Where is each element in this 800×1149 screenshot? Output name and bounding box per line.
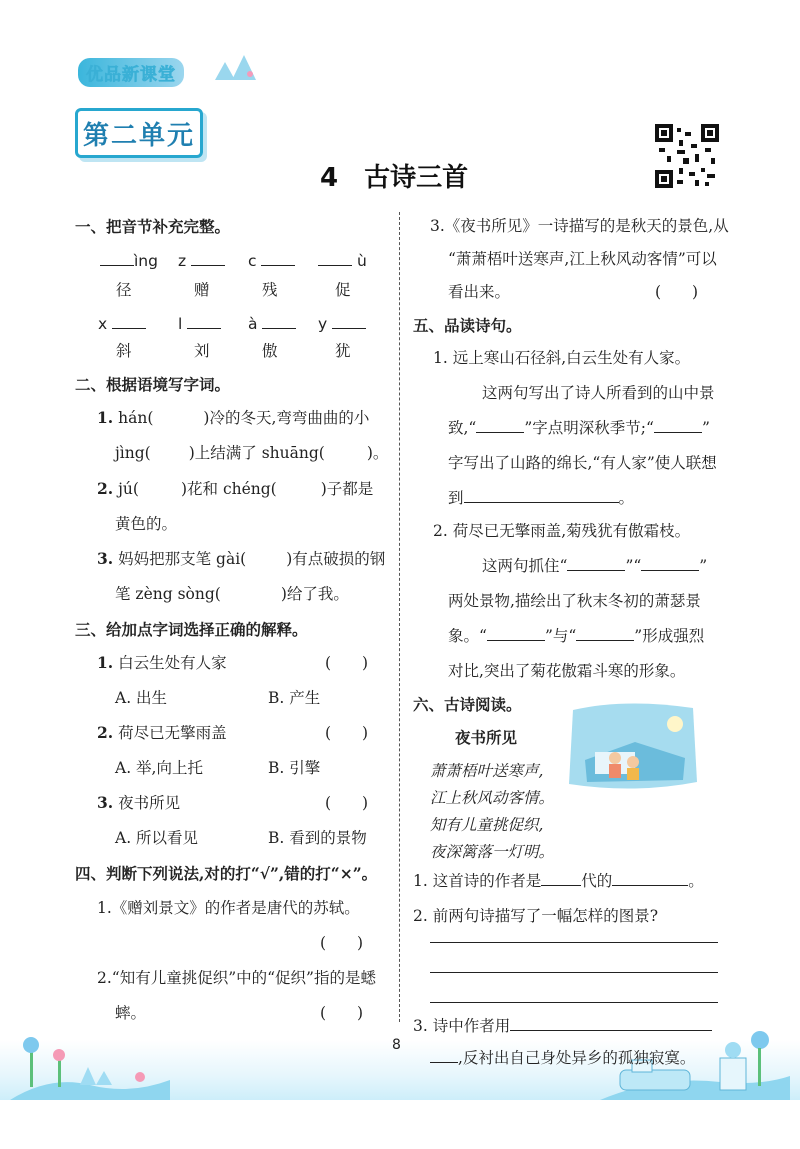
poem-illustration	[565, 700, 700, 790]
section-5-title: 五、品读诗句。	[413, 316, 522, 335]
poem-line: 萧萧梧叶送寒声,	[430, 762, 544, 780]
answer-paren[interactable]: ( )	[655, 283, 699, 301]
pinyin-row-1: ìng	[100, 250, 158, 272]
question-line: 1. 白云生处有人家	[97, 653, 227, 672]
question-line: 2. jú( )花和 chéng( )子都是	[97, 479, 374, 498]
answer-blank[interactable]	[612, 871, 688, 886]
answer-line[interactable]	[430, 1002, 718, 1003]
page-number: 8	[392, 1037, 401, 1053]
question-line: 黄色的。	[115, 515, 178, 533]
answer-blank[interactable]	[332, 314, 366, 329]
pinyin-row-2a: x	[98, 313, 146, 335]
answer-paren[interactable]: ( )	[320, 1004, 364, 1022]
char-item: 刘	[194, 342, 210, 360]
qr-code-icon[interactable]	[655, 124, 719, 188]
section-3-title: 三、给加点字词选择正确的解释。	[75, 620, 308, 639]
question-line: 蟀。	[115, 1004, 147, 1022]
text-line: 到 。	[448, 489, 635, 507]
unit-label: 第二单元	[75, 108, 203, 158]
section-2-title: 二、根据语境写字词。	[75, 375, 231, 394]
text-line: 象。“ ”与“ ”形成强烈	[448, 627, 705, 645]
char-item: 斜	[116, 342, 132, 360]
pinyin-row-1d: ù	[318, 250, 367, 272]
option-a[interactable]: A. 所以看见	[115, 829, 199, 847]
char-item: 赠	[194, 281, 210, 299]
answer-paren[interactable]: ( )	[325, 654, 369, 672]
poem-line: 知有儿童挑促织,	[430, 816, 544, 834]
answer-paren[interactable]: ( )	[325, 724, 369, 742]
answer-blank[interactable]	[318, 251, 352, 266]
question-line: jìng( )上结满了 shuāng( )。	[115, 444, 389, 462]
pinyin-row-2b: l	[178, 313, 221, 335]
answer-blank[interactable]	[541, 871, 581, 886]
poem-line: 夜深篱落一灯明。	[430, 843, 555, 861]
text-line: 这两句抓住“ ”“ ”	[482, 557, 708, 575]
char-item: 残	[262, 281, 278, 299]
answer-line[interactable]	[430, 942, 718, 943]
answer-paren[interactable]: ( )	[320, 934, 364, 952]
poem-line: 1. 远上寒山石径斜,白云生处有人家。	[433, 349, 691, 367]
answer-blank[interactable]	[487, 626, 545, 641]
char-item: 促	[335, 281, 351, 299]
text-line: 两处景物,描绘出了秋末冬初的萧瑟景	[448, 592, 701, 610]
page-title: 4 古诗三首	[320, 163, 469, 193]
answer-blank[interactable]	[430, 1048, 458, 1063]
option-b[interactable]: B. 引擎	[268, 759, 321, 777]
poem-line: 江上秋风动客情。	[430, 789, 555, 807]
question-line: “萧萧梧叶送寒声,江上秋风动客情”可以	[448, 250, 717, 268]
question-line: 3. 诗中作者用	[413, 1015, 712, 1037]
brand-logo: 优品新课堂	[78, 58, 184, 87]
answer-blank[interactable]	[567, 556, 625, 571]
option-a[interactable]: A. 出生	[115, 689, 168, 707]
pinyin-row-2d: y	[318, 313, 366, 335]
answer-blank[interactable]	[654, 418, 702, 433]
poem-title: 夜书所见	[455, 728, 518, 747]
char-item: 径	[116, 281, 132, 299]
char-item: 犹	[335, 342, 351, 360]
answer-blank[interactable]	[100, 251, 134, 266]
question-line: 3. 妈妈把那支笔 gài( )有点破损的钢	[97, 549, 386, 568]
question-line: 3. 夜书所见	[97, 793, 181, 812]
poem-line: 2. 荷尽已无擎雨盖,菊残犹有傲霜枝。	[433, 522, 691, 540]
question-line: 2. 前两句诗描写了一幅怎样的图景?	[413, 907, 659, 925]
question-line: 笔 zèng sòng( )给了我。	[115, 585, 349, 603]
char-item: 傲	[262, 342, 278, 360]
text-line: 对比,突出了菊花傲霜斗寒的形象。	[448, 662, 686, 680]
pinyin-row-1c: c	[248, 250, 295, 272]
pinyin-row-2c: à	[248, 313, 296, 335]
section-6-title: 六、古诗阅读。	[413, 695, 522, 714]
question-line: 1. 这首诗的作者是 代的 。	[413, 872, 704, 890]
option-b[interactable]: B. 产生	[268, 689, 321, 707]
question-line: 1.《赠刘景文》的作者是唐代的苏轼。	[97, 899, 360, 917]
text-line: 这两句写出了诗人所看到的山中景	[482, 384, 715, 402]
answer-blank[interactable]	[187, 314, 221, 329]
answer-blank[interactable]	[261, 251, 295, 266]
answer-blank[interactable]	[191, 251, 225, 266]
answer-blank[interactable]	[112, 314, 146, 329]
castle-icon	[210, 50, 265, 82]
question-line: 1. hán( )冷的冬天,弯弯曲曲的小	[97, 408, 370, 427]
answer-paren[interactable]: ( )	[325, 794, 369, 812]
text-line: 致,“ ”字点明深秋季节;“ ”	[448, 419, 710, 437]
answer-blank[interactable]	[641, 556, 699, 571]
option-b[interactable]: B. 看到的景物	[268, 829, 367, 847]
column-divider	[399, 212, 400, 1022]
answer-blank[interactable]	[576, 626, 634, 641]
answer-blank[interactable]	[476, 418, 524, 433]
answer-blank[interactable]	[262, 314, 296, 329]
flower-icon	[10, 1025, 170, 1100]
answer-blank[interactable]	[464, 488, 619, 503]
question-line: 3.《夜书所见》一诗描写的是秋天的景色,从	[430, 217, 729, 235]
text-line: 字写出了山路的绵长,“有人家”使人联想	[448, 454, 717, 472]
option-a[interactable]: A. 举,向上托	[115, 759, 203, 777]
section-4-title: 四、判断下列说法,对的打“√”,错的打“×”。	[75, 864, 378, 883]
question-line: 2. 荷尽已无擎雨盖	[97, 723, 227, 742]
pinyin-row-1b: z	[178, 250, 225, 272]
question-line: ,反衬出自己身处异乡的孤独寂寞。	[430, 1047, 695, 1069]
question-line: 看出来。	[448, 283, 511, 301]
section-1-title: 一、把音节补充完整。	[75, 217, 231, 236]
answer-line[interactable]	[430, 972, 718, 973]
question-line: 2.“知有儿童挑促织”中的“促织”指的是蟋	[97, 969, 376, 987]
